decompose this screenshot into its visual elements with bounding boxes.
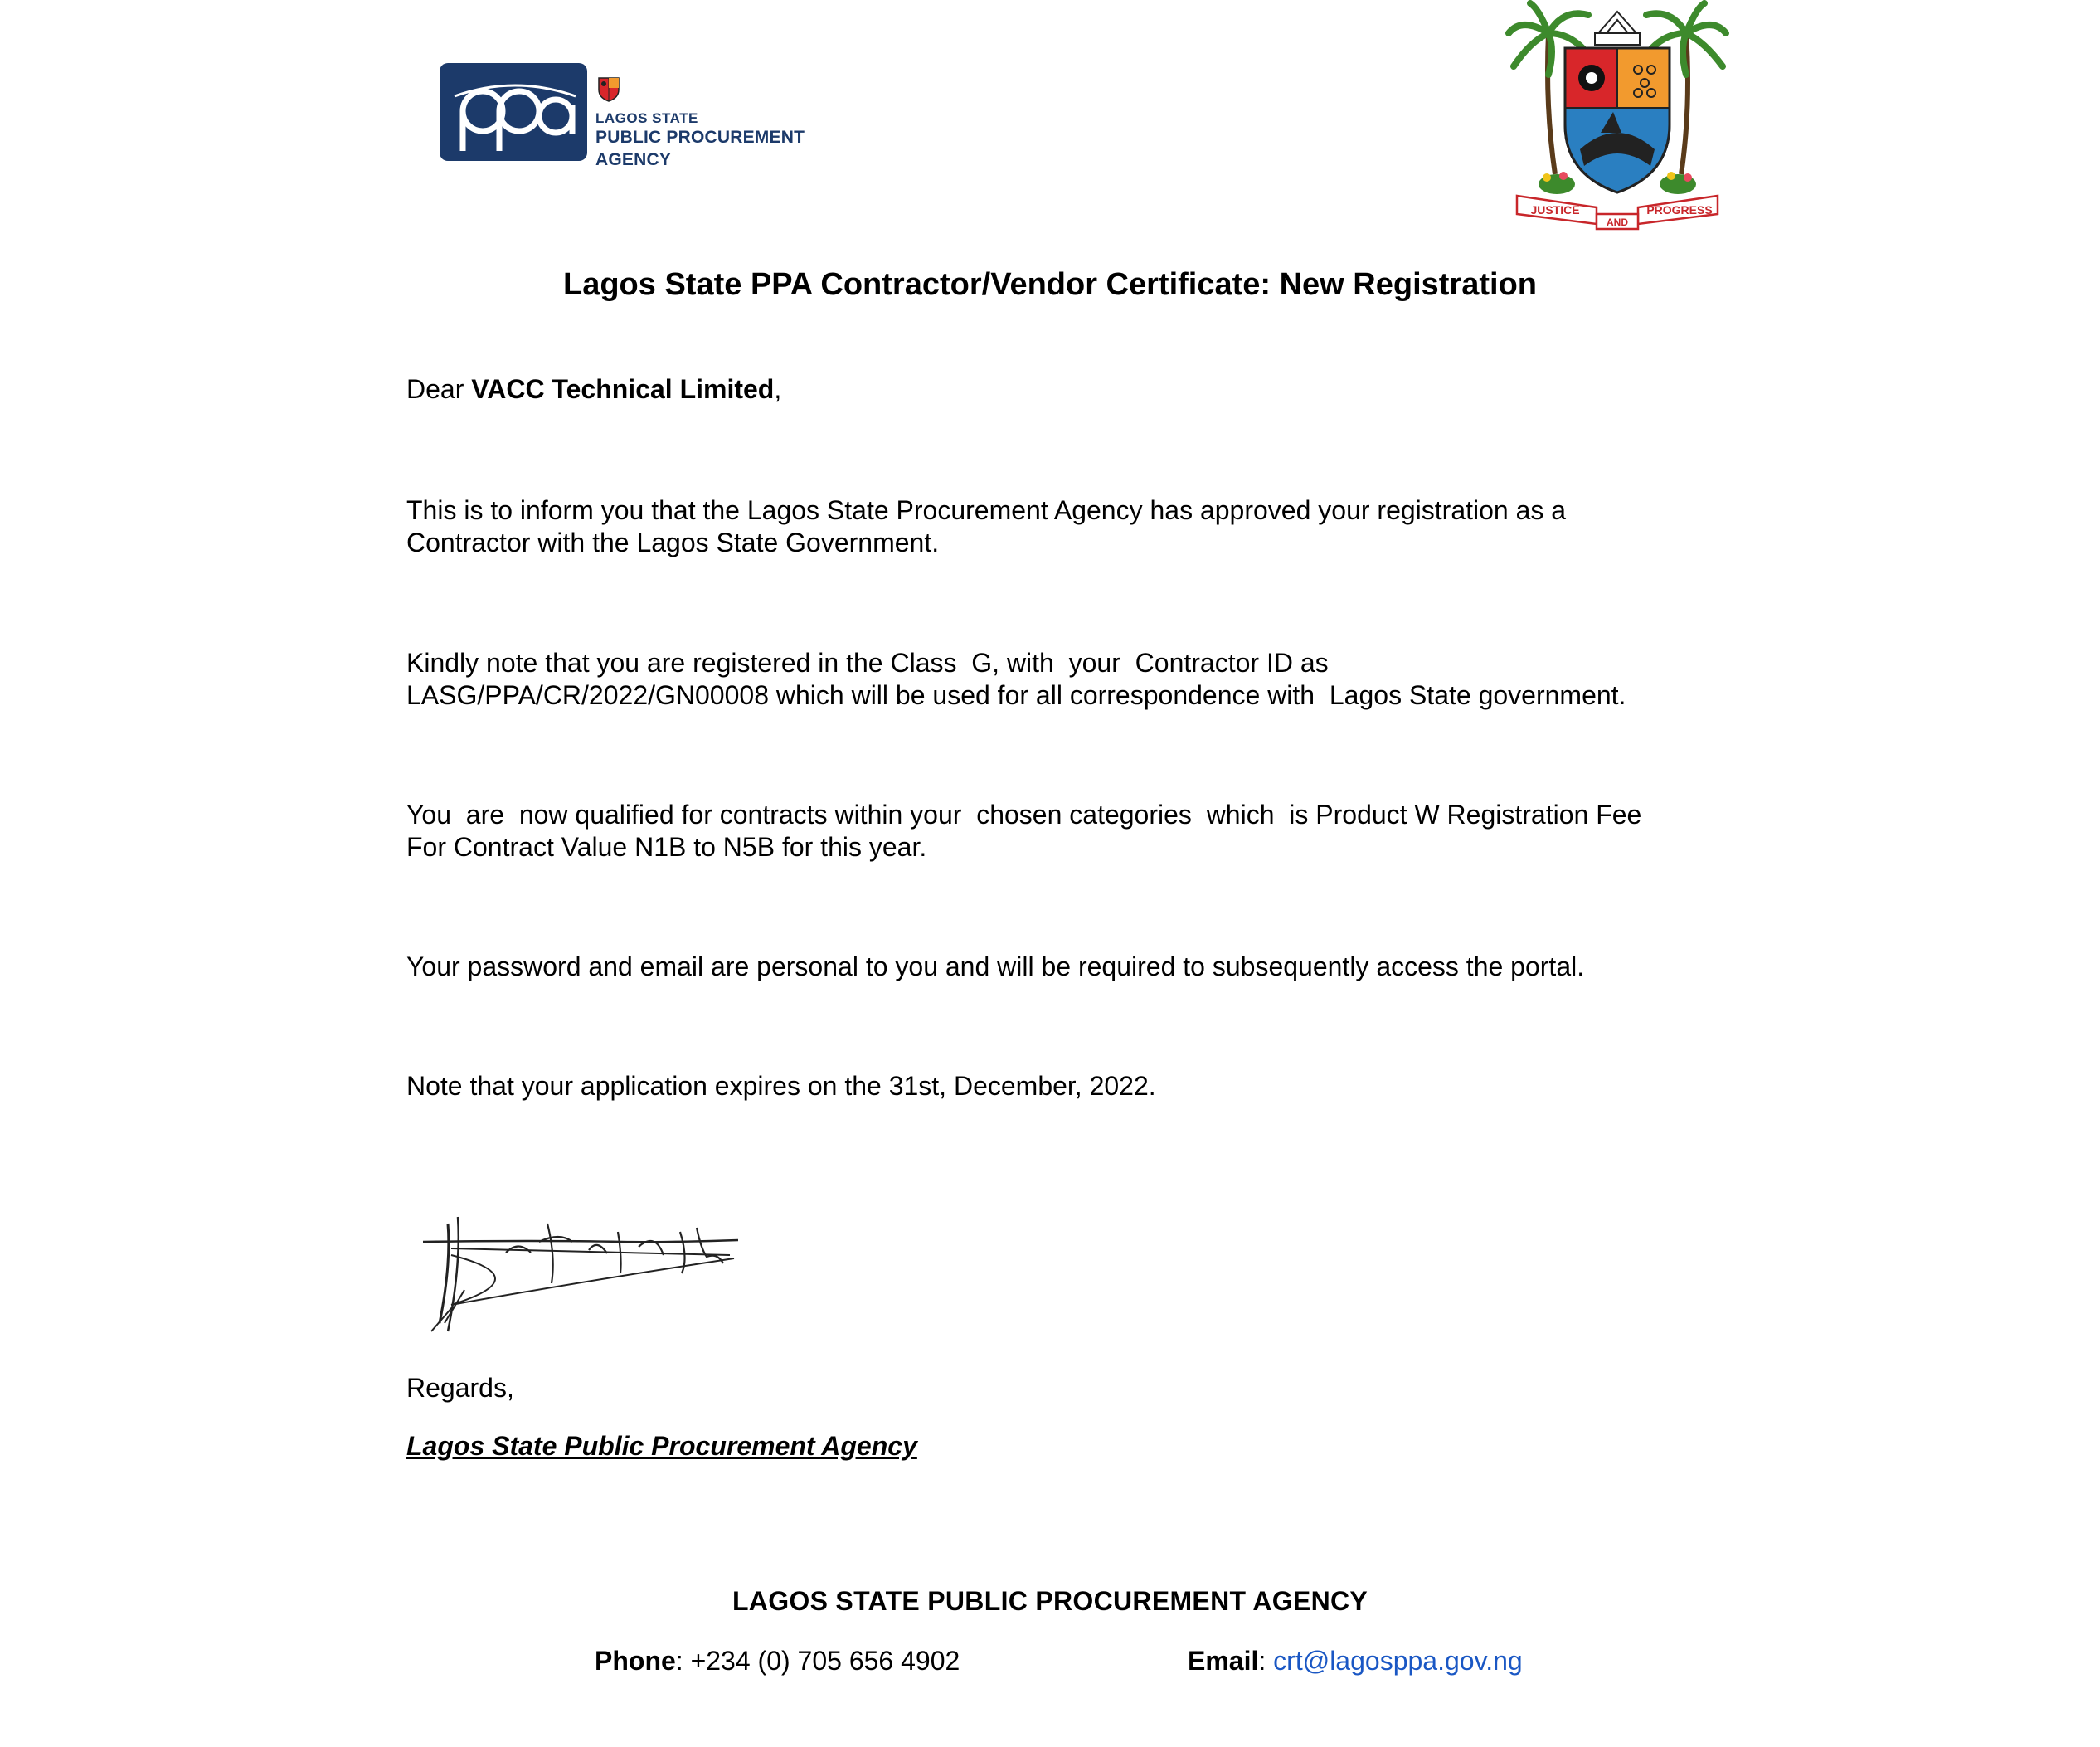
crest-top	[1595, 12, 1640, 45]
salutation-prefix: Dear	[406, 374, 472, 404]
ppa-logo-mark	[451, 71, 579, 154]
ppa-logo	[440, 58, 871, 169]
email-link[interactable]: crt@lagosppa.gov.ng	[1273, 1646, 1523, 1676]
motto-left: JUSTICE	[1530, 203, 1580, 217]
motto-right: PROGRESS	[1646, 203, 1713, 217]
ppa-logo-box	[440, 63, 587, 161]
recipient-name: VACC Technical Limited	[471, 374, 775, 404]
paragraph-credentials: Your password and email are personal to you and will be required to subsequently access the portal.	[406, 951, 1585, 981]
motto-middle: AND	[1607, 217, 1628, 228]
lagos-coat-of-arms	[1505, 0, 1729, 231]
email-label: Email	[1188, 1646, 1259, 1676]
document-title: Lagos State PPA Contractor/Vendor Certificate: New Registration	[563, 267, 1537, 302]
handwritten-signature	[415, 1207, 746, 1340]
ppa-agency-line2: PUBLIC PROCUREMENT AGENCY	[595, 128, 805, 169]
phone-value: : +234 (0) 705 656 4902	[675, 1646, 960, 1676]
closing: Regards,	[406, 1373, 514, 1403]
footer-phone	[595, 1646, 960, 1676]
footer-title: LAGOS STATE PUBLIC PROCUREMENT AGENCY	[732, 1586, 1368, 1616]
paragraph-class-id: Kindly note that you are registered in the Class G, with your Contractor ID as LASG/PPA/CR/2022/GN00008 which will be used for all correspondence with Lagos State government.	[406, 648, 1626, 710]
motto-ribbon	[1517, 196, 1718, 229]
salutation-suffix: ,	[774, 374, 782, 404]
email-separator: :	[1258, 1646, 1274, 1676]
shield	[1565, 48, 1670, 192]
phone-label: Phone	[595, 1646, 676, 1676]
ppa-agency-line1: LAGOS STATE	[595, 110, 698, 126]
salutation	[406, 373, 1733, 406]
signatory-name: Lagos State Public Procurement Agency	[406, 1431, 917, 1461]
paragraph-qualification: You are now qualified for contracts within your chosen categories which is Product W Registration Fee For Contract Value N1B to N5B for this year.	[406, 800, 1642, 862]
paragraph-expiry: Note that your application expires on the 31st, December, 2022.	[406, 1071, 1156, 1101]
lagos-crest-icon	[595, 75, 622, 103]
ppa-agency-name	[595, 109, 871, 171]
footer-email	[1188, 1646, 1523, 1676]
paragraph-approval: This is to inform you that the Lagos State Procurement Agency has approved your registration as a Contractor with the Lagos State Government.	[406, 495, 1567, 557]
